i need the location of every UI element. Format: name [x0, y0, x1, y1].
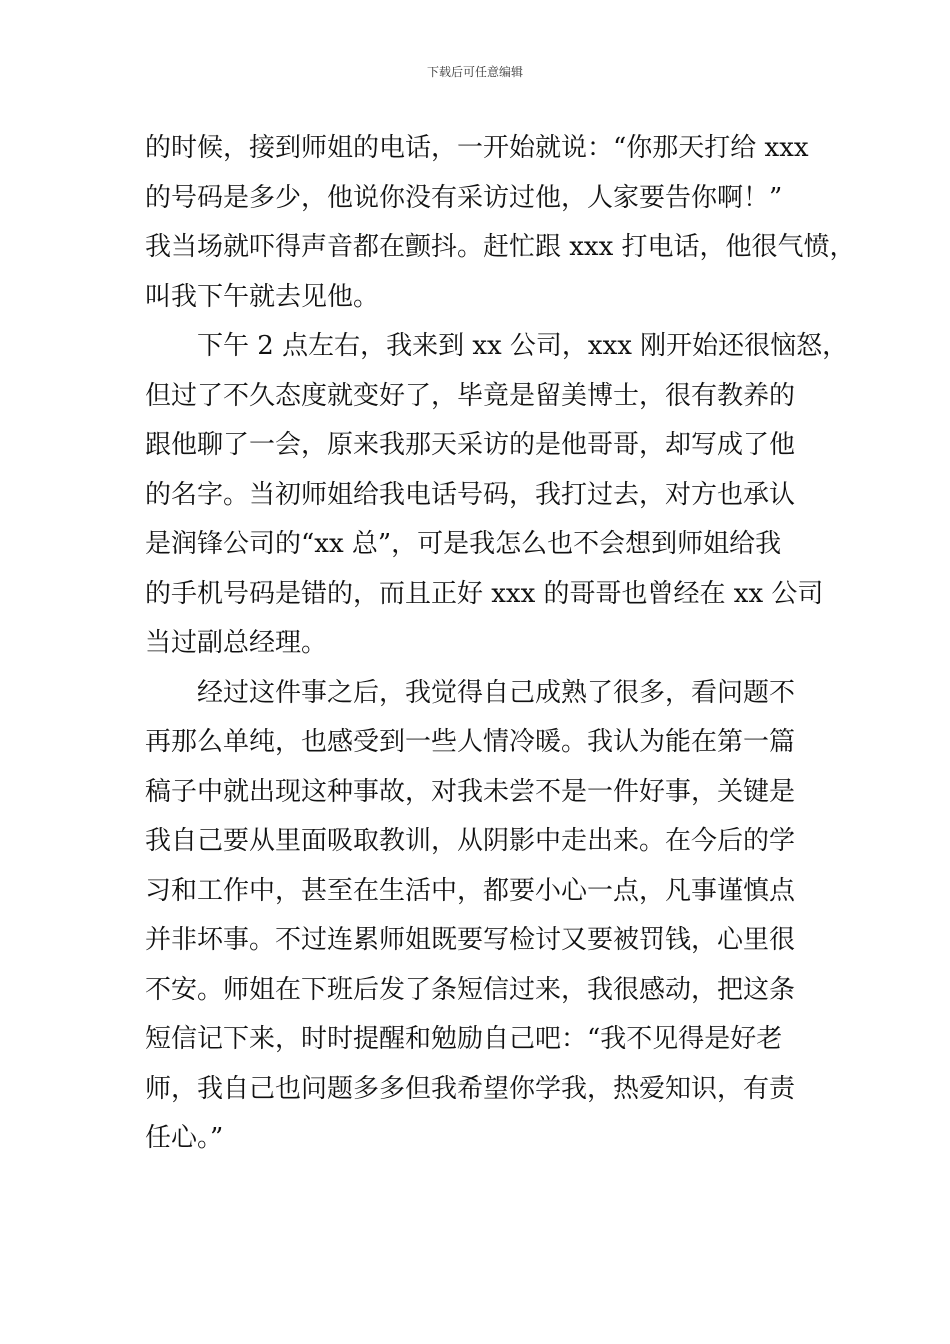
text-line: 任心。” [145, 1123, 224, 1153]
paragraph-first-line: 下午 2 点左右，我来到 xx 公司，xxx 刚开始还很恼怒， [197, 331, 849, 361]
text-line: 不安。师姐在下班后发了条短信过来，我很感动，把这条 [145, 974, 796, 1005]
text-line: 习和工作中，甚至在生活中，都要小心一点，凡事谨慎点 [145, 875, 796, 906]
text-line: 师，我自己也问题多多但我希望你学我，热爱知识，有责 [145, 1073, 796, 1104]
text-line: 当过副总经理。 [145, 628, 328, 658]
text-line: 是润锋公司的“xx 总”，可是我怎么也不会想到师姐给我 [145, 529, 782, 559]
text-line: 的号码是多少，他说你没有采访过他，人家要告你啊！” [145, 182, 783, 213]
text-line: 跟他聊了一会，原来我那天采访的是他哥哥，却写成了他 [145, 430, 796, 460]
text-line: 的手机号码是错的，而且正好 xxx 的哥哥也曾经在 xx 公司 [145, 578, 824, 609]
text-line: 的名字。当初师姐给我电话号码，我打过去，对方也承认 [145, 479, 796, 510]
document-body [145, 128, 856, 1168]
text-line: 的时候，接到师姐的电话，一开始就说：“你那天打给 xxx [145, 133, 809, 163]
text-line: 再那么单纯，也感受到一些人情冷暖。我认为能在第一篇 [145, 727, 796, 757]
text-line: 我自己要从里面吸取教训，从阴影中走出来。在今后的学 [145, 826, 796, 856]
paragraph-first-line: 经过这件事之后，我觉得自己成熟了很多，看问题不 [197, 677, 796, 708]
text-line: 并非坏事。不过连累师姐既要写检讨又要被罚钱，心里很 [145, 925, 796, 955]
text-line: 短信记下来，时时提醒和勉励自己吧：“我不见得是好老 [145, 1024, 783, 1054]
page-header: 下载后可任意编辑 [426, 65, 523, 79]
text-line: 稿子中就出现这种事故，对我未尝不是一件好事，关键是 [145, 776, 796, 807]
text-line: 但过了不久态度就变好了，毕竟是留美博士，很有教养的 [145, 380, 796, 411]
text-line: 叫我下午就去见他。 [145, 281, 380, 312]
text-line: 我当场就吓得声音都在颤抖。赶忙跟 xxx 打电话，他很气愤， [145, 232, 856, 262]
